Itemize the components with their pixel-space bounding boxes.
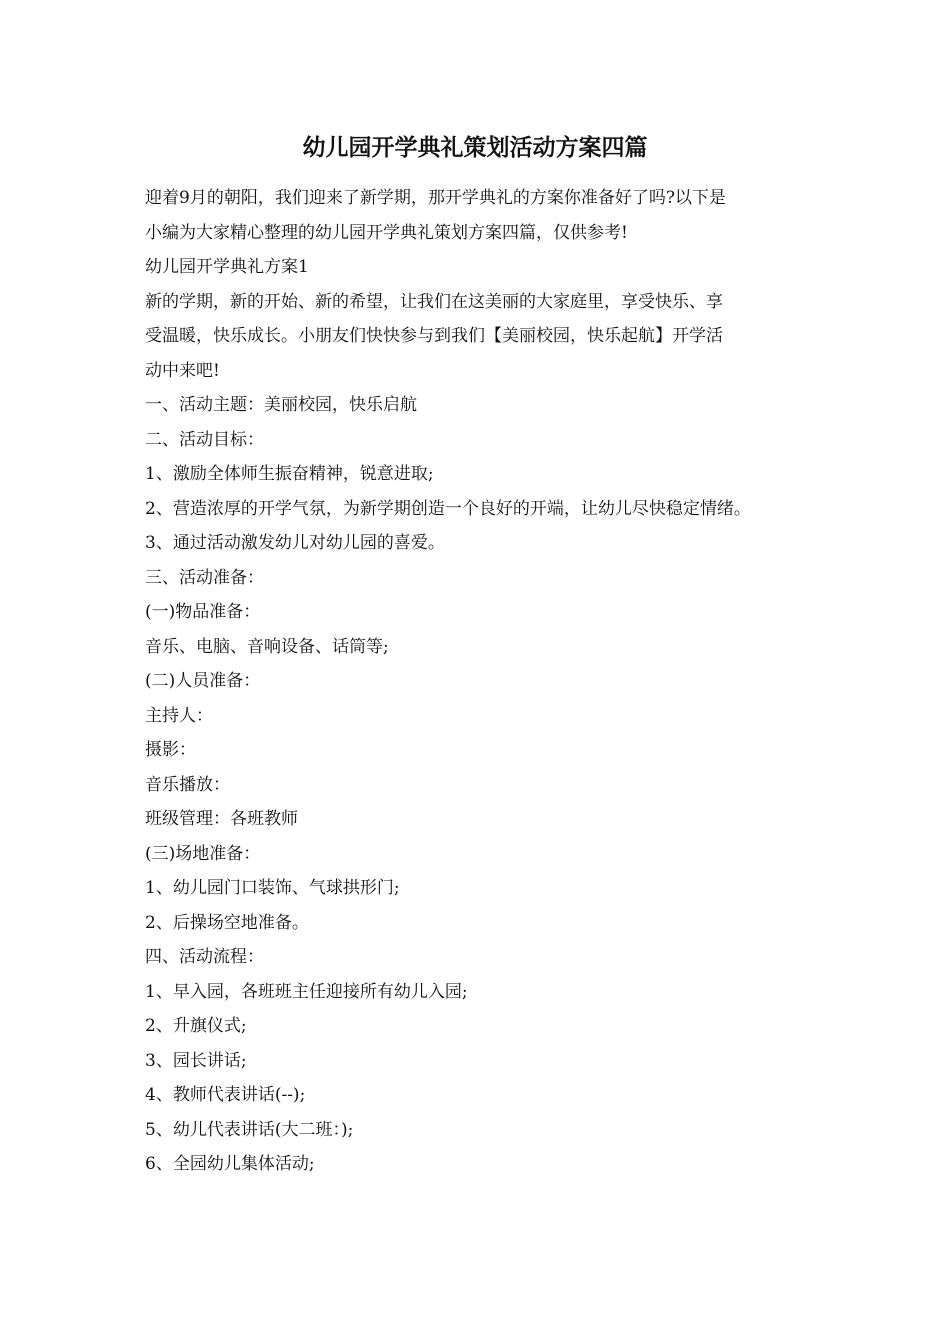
- list-item: 3、园长讲话;: [145, 1050, 247, 1071]
- list-item: 1、幼儿园门口装饰、气球拱形门;: [145, 878, 400, 898]
- document-title: 幼儿园开学典礼策划活动方案四篇: [302, 134, 648, 161]
- body-line: 小编为大家精心整理的幼儿园开学典礼策划方案四篇，仅供参考!: [145, 222, 628, 243]
- list-item: 4、教师代表讲话(--);: [145, 1085, 306, 1105]
- list-item: 一、活动主题：美丽校园，快乐启航: [145, 395, 417, 415]
- list-item: 2、升旗仪式;: [145, 1016, 247, 1036]
- list-item: 音乐、电脑、音响设备、话筒等;: [145, 636, 389, 657]
- list-item: 1、激励全体师生振奋精神，锐意进取;: [145, 464, 434, 484]
- list-item: 2、后操场空地准备。: [145, 912, 309, 933]
- list-item: 二、活动目标：: [145, 429, 264, 450]
- list-item: 3、通过活动激发幼儿对幼儿园的喜爱。: [145, 533, 445, 553]
- list-item: 主持人：: [145, 705, 213, 726]
- list-item: 1、早入园，各班班主任迎接所有幼儿入园;: [145, 981, 468, 1002]
- list-item: (二)人员准备：: [145, 671, 261, 691]
- body-line: 动中来吧!: [145, 360, 220, 381]
- list-item: 三、活动准备：: [145, 567, 264, 588]
- list-item: (三)场地准备：: [145, 843, 261, 864]
- list-item: 6、全园幼儿集体活动;: [145, 1154, 315, 1174]
- list-item: 班级管理：各班教师: [145, 809, 298, 829]
- document-body: [145, 181, 825, 1182]
- list-item: 2、营造浓厚的开学气氛，为新学期创造一个良好的开端，让幼儿尽快稳定情绪。: [145, 498, 751, 519]
- body-line: 迎着9月的朝阳，我们迎来了新学期，那开学典礼的方案你准备好了吗?以下是: [145, 188, 726, 208]
- list-item: 5、幼儿代表讲话(大二班：);: [145, 1119, 354, 1140]
- list-item: 音乐播放：: [145, 774, 230, 795]
- body-line: 新的学期，新的开始、新的希望，让我们在这美丽的大家庭里，享受快乐、享: [145, 291, 723, 312]
- list-item: (一)物品准备：: [145, 602, 261, 622]
- list-item: 摄影：: [145, 740, 196, 760]
- list-item: 四、活动流程：: [145, 947, 264, 967]
- body-line: 受温暖，快乐成长。小朋友们快快参与到我们【美丽校园，快乐起航】开学活: [145, 326, 723, 346]
- section-heading: 幼儿园开学典礼方案1: [145, 257, 309, 277]
